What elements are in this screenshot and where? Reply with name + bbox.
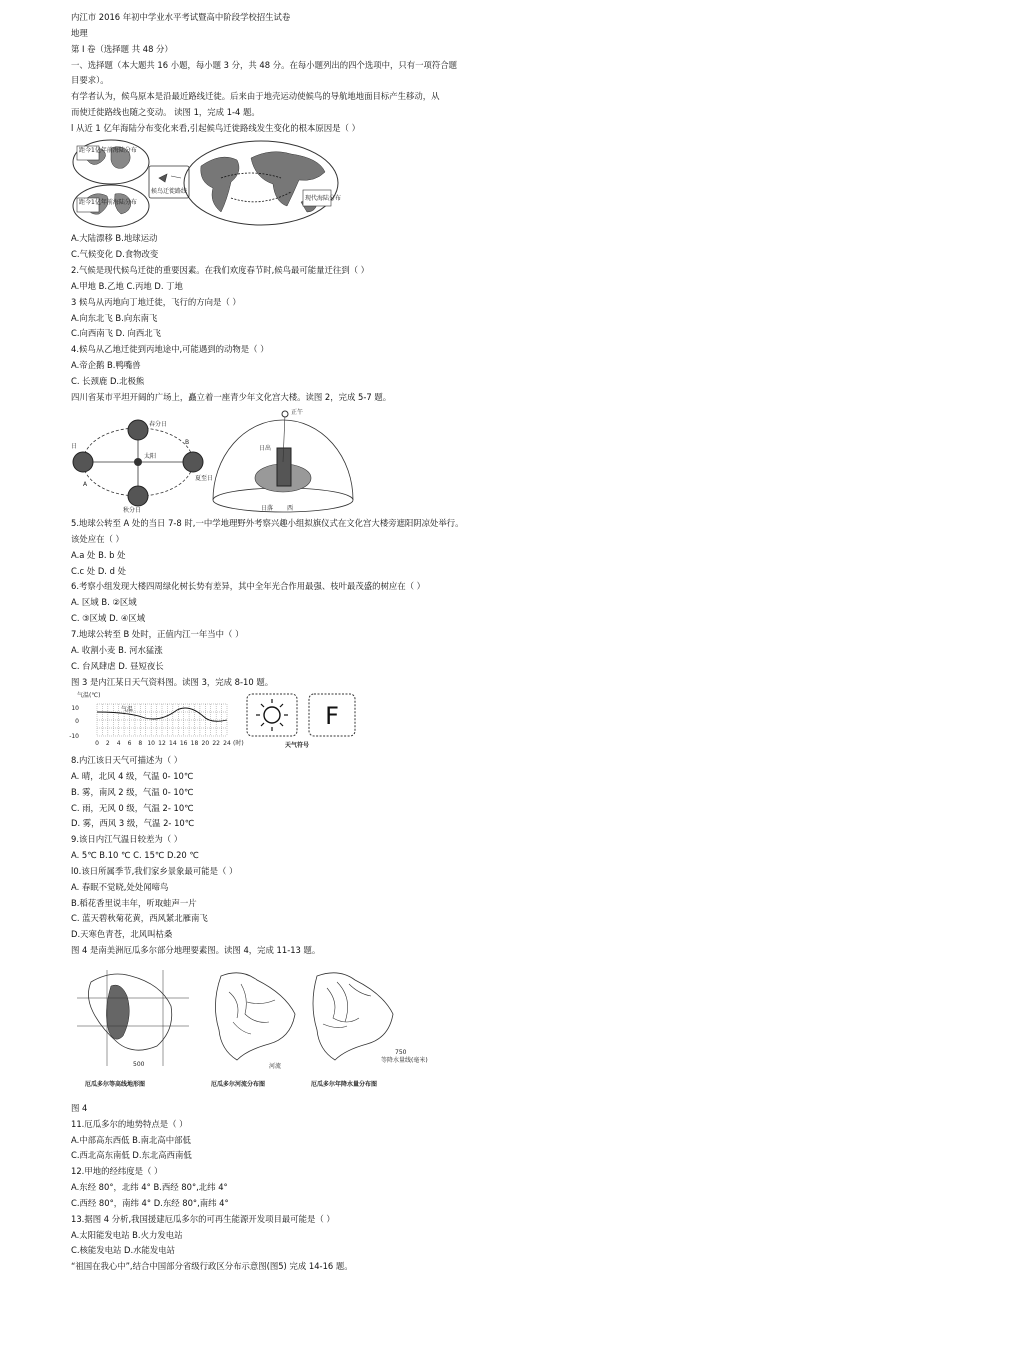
q6-options-ab: A. 区域 B. ②区域 [71,597,137,607]
q13-options-cd: C.核能发电站 D.水能发电站 [71,1245,176,1255]
q13-options-ab: A.太阳能发电站 B.火力发电站 [71,1230,183,1240]
question-3: 3 候鸟从丙地向丁地迁徙，飞行的方向是（ ） [71,297,241,307]
fig4-river-label: 河流 [269,1063,282,1070]
question-12: 12.甲地的经纬度是（ ） [71,1166,163,1176]
q4-options-cd: C. 长颈鹿 D.北极熊 [71,376,145,386]
q10-option-d: D.天寒色青苍，北风叫枯桑 [71,929,173,939]
fig3-grid [97,704,227,736]
fig3-ytick-10: 10 [71,705,79,712]
figure-3-weather [71,690,361,752]
fig3-symbol-caption: 天气符号 [285,742,310,749]
fig2-spring-label: 春分日 [149,421,168,428]
q10-option-a: A. 春眠不觉晓,处处闻啼鸟 [71,882,169,892]
fig3-xticks [95,740,231,747]
fig3-xtick: 8 [138,740,143,747]
q12-options-cd: C.西经 80°，南纬 4° D.东经 80°,南纬 4° [71,1198,229,1208]
fig4-scale-label: 500 [133,1061,145,1068]
fig3-xtick: 16 [179,740,188,747]
figure-4-label: 图 4 [71,1103,88,1113]
fig1-legend-label: 候鸟迁徙路线 [151,188,188,195]
fig4-caption-3: 厄瓜多尔年降水量分布图 [311,1081,378,1088]
q1-options-ab: A.大陆漂移 B.地球运动 [71,233,158,243]
q11-options-cd: C.西北高东南低 D.东北高西南低 [71,1150,192,1160]
q9-options: A. 5℃ B.10 ℃ C. 15℃ D.20 ℃ [71,850,199,860]
q8-option-c: C. 雨，无风 0 级，气温 2- 10℃ [71,803,194,813]
question-5: 5.地球公转至 A 处的当日 7-8 时,一中学地理野外考察兴趣小组拟旗仪式在文化宫大楼旁遮阳阴凉处举行。 [71,518,464,528]
fig4-legend-3: 等降水量线(毫米) [381,1057,428,1064]
question-13: 13.据图 4 分析,我国援建厄瓜多尔的可再生能源开发项目最可能是（ ） [71,1214,335,1224]
question-2: 2.气候是现代候鸟迁徙的重要因素。在我们欢度春节时,候鸟最可能量迁往到（ ） [71,265,370,275]
fig3-xtick: 2 [105,740,110,747]
question-7: 7.地球公转至 B 处时，正值内江一年当中（ ） [71,629,244,639]
q8-option-d: D. 雾，西风 3 级，气温 2- 10℃ [71,818,195,828]
fig4-value-label: 750 [395,1049,407,1056]
subject: 地理 [71,28,88,38]
fig3-series-label: 气温 [121,706,134,713]
passage-1-cont: 而使迁徙路线也随之变动。 读图 1，完成 1-4 题。 [71,107,260,117]
fig2-point-a: A [83,481,88,488]
fig3-xtick: 22 [212,740,220,747]
fig3-ytick-minus10: -10 [69,733,79,740]
fig3-xtick: 4 [116,740,121,747]
passage-4: 图 4 是南美洲厄瓜多尔部分地理要素图。读图 4，完成 11-13 题。 [71,945,321,955]
fig2-autumn-label: 秋分日 [123,507,142,514]
fig3-ytick-0: 0 [75,718,79,725]
fig3-xtick: 6 [127,740,132,747]
question-5-cont: 该处应在（ ） [71,534,124,544]
passage-1: 有学者认为，候鸟原本是沿最近路线迁徙。后来由于地壳运动使候鸟的导航地地面目标产生移动，从 [71,91,440,101]
question-4: 4.候鸟从乙地迁徙到丙地途中,可能遇到的动物是（ ） [71,344,269,354]
q1-options-cd: C.气候变化 D.食物改变 [71,249,159,259]
instructions: 一、选择题（本大题共 16 小题，每小题 3 分，共 48 分。在每小题列出的四个选项中，只有一项符合题 [71,60,457,70]
q6-options-cd: C. ③区域 D. ④区域 [71,613,146,623]
fig2-sunrise-label: 日出 [259,445,272,452]
fig3-xtick: 0 [95,740,99,747]
fig4-caption-2: 厄瓜多尔河流分布图 [211,1081,266,1088]
passage-3: 图 3 是内江某日天气资料图。读图 3，完成 8-10 题。 [71,677,274,687]
doc-title: 内江市 2016 年初中学业水平考试暨高中阶段学校招生试卷 [71,12,291,22]
fig1-bottom-inset-label: 距今1亿年前海陆分布 [79,199,137,206]
question-11: 11.厄瓜多尔的地势特点是（ ） [71,1119,188,1129]
q8-option-a: A. 晴，北风 4 级，气温 0- 10℃ [71,771,194,781]
fig3-xtick: 24 [223,740,231,747]
question-9: 9.该日内江气温日较差为（ ） [71,834,183,844]
fig4-caption-1: 厄瓜多尔等高线地形图 [85,1081,146,1088]
fig2-west-label: 西 [287,505,294,512]
fig3-xtick: 14 [169,740,177,747]
q5-options-cd: C.c 处 D. d 处 [71,566,126,576]
q7-options-ab: A. 收割小麦 B. 河水猛涨 [71,645,163,655]
fig3-xtick: 12 [158,740,166,747]
fig2-point-b: B [185,439,190,446]
question-10: l0.该日所属季节,我们家乡景象最可能是（ ） [71,866,238,876]
fig2-winter-label: 日 [71,443,78,450]
q5-options-ab: A.a 处 B. b 处 [71,550,126,560]
q8-option-b: B. 雾，南风 2 级，气温 0- 10℃ [71,787,194,797]
fig3-xunit: (时) [233,740,244,747]
instructions-cont: 目要求）。 [71,75,109,85]
q2-options: A.甲地 B.乙地 C.丙地 D. 丁地 [71,281,183,291]
q10-option-b: B.稻花香里说丰年，听取蛙声一片 [71,898,197,908]
figure-1-maps [71,138,341,228]
question-1: l 从近 1 亿年海陆分布变化来看,引起候鸟迁徙路线发生变化的根本原因是（ ） [71,123,360,133]
q10-option-c: C. 蓝天碧秋菊花黄，西风紧北雁南飞 [71,913,208,923]
fig3-xtick: 20 [201,740,210,747]
q4-options-ab: A.帝企鹅 B.鸭嘴兽 [71,360,141,370]
fig2-summer-label: 夏至日 [195,475,214,482]
q3-options-cd: C.向西南飞 D. 向西北飞 [71,328,161,338]
fig1-top-inset-label: 距今1亿年前海陆分布 [79,147,137,154]
sun-rays-icon [256,699,288,731]
wind-symbol-icon: F [325,702,339,730]
passage-2: 四川省某市平坦开阔的广场上，矗立着一座青少年文化宫大楼。读图 2，完成 5-7 题。 [71,392,392,402]
q7-options-cd: C. 台风肆虐 D. 昼短夜长 [71,661,164,671]
fig2-noon-label: 正午 [291,409,304,416]
passage-5: “祖国在我心中”,结合中国部分省级行政区分布示意图(图5) 完成 14-16 题。 [71,1261,353,1271]
fig2-sunset-label: 日落 [261,505,274,512]
fig3-xtick: 10 [147,740,155,747]
fig3-xtick: 18 [190,740,199,747]
sun-icon [264,707,280,723]
fig3-ylabel: 气温(℃) [77,692,101,699]
q12-options-ab: A.东经 80°，北纬 4° B.西经 80°,北纬 4° [71,1182,228,1192]
question-6: 6.考察小组发现大楼四周绿化树长势有差异，其中全年光合作用最强、枝叶最茂盛的树应在（ ） [71,581,426,591]
figure-4-ecuador-maps [71,962,431,1090]
figure-2-orbit-and-sky [71,406,361,514]
q3-options-ab: A.向东北飞 B.向东南飞 [71,313,158,323]
fig2-sun-label: 太阳 [144,453,157,460]
q11-options-ab: A.中部高东西低 B.南北高中部低 [71,1135,191,1145]
section-title: 第 I 卷（选择题 共 48 分） [71,44,173,54]
question-8: 8.内江该日天气可描述为（ ） [71,755,183,765]
fig1-modern-label: 现代海陆分布 [305,195,342,202]
